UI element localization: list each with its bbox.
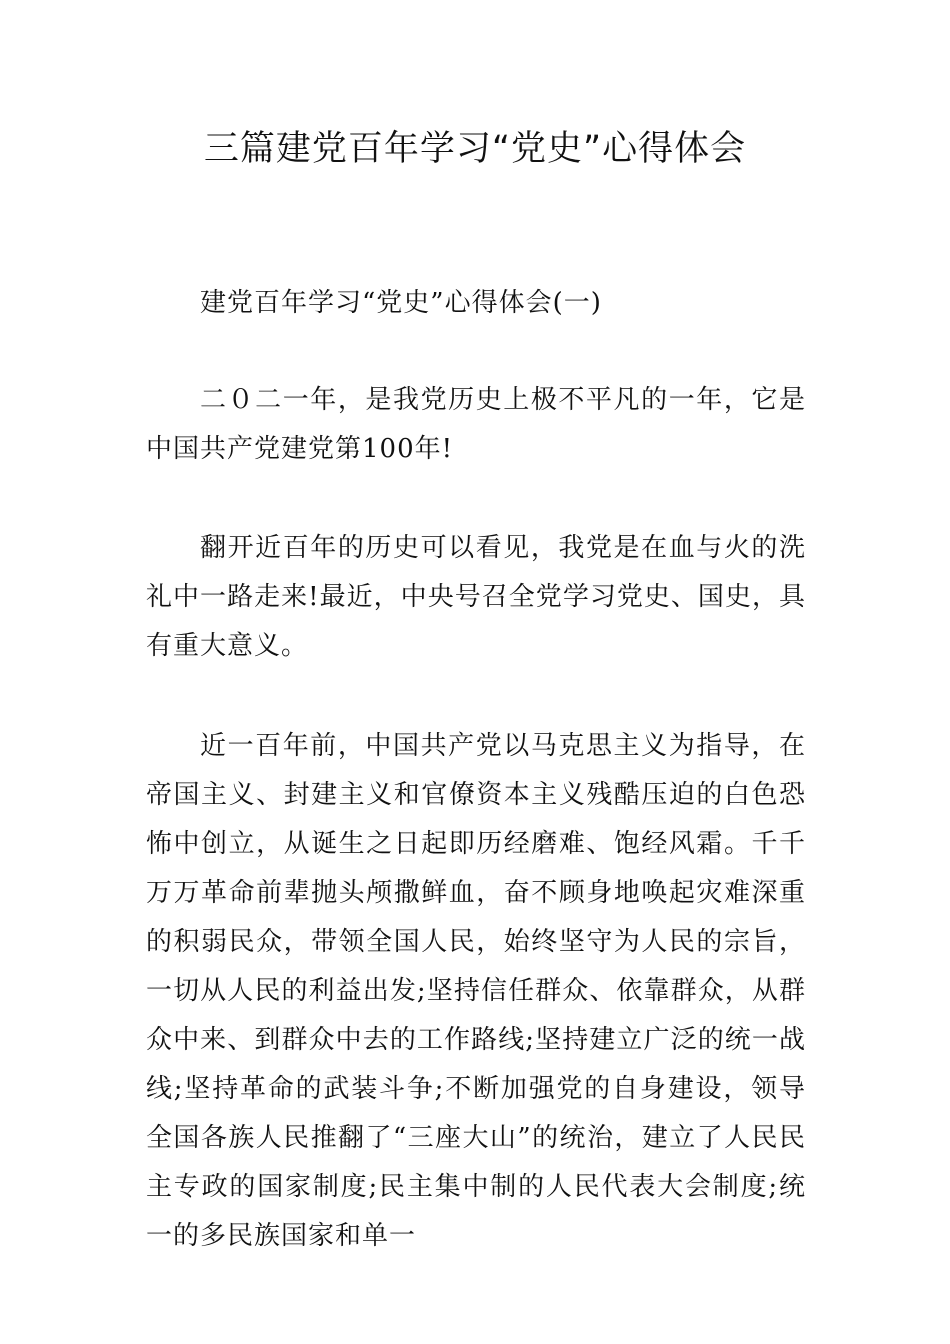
paragraph-2: 翻开近百年的历史可以看见，我党是在血与火的洗礼中一路走来!最近，中央号召全党学习党史、国史，具有重大意义。 [146,533,806,661]
section-heading: 建党百年学习“党史”心得体会(一) [200,288,602,318]
document-title: 三篇建党百年学习“党史”心得体会 [203,129,747,169]
paragraph-3: 近一百年前，中国共产党以马克思主义为指导，在帝国主义、封建主义和官僚资本主义残酷压迫的白色恐怖中创立，从诞生之日起即历经磨难、饱经风霜。千千万万革命前辈抛头颅撒鲜血，奋不顾身地唤起灾难深重的积弱民众，带领全国人民，始终坚守为人民的宗旨，一切从人民的利益出发;坚持信任群众、依靠群众，从群众中来、到群众中去的工作路线;坚持建立广泛的统一战线;坚持革命的武装斗争;不断加强党的自身建设，领导全国各族人民推翻了“三座大山”的统治，建立了人民民主专政的国家制度;民主集中制的人民代表大会制度;统一的多民族国家和单一 [146,731,806,1251]
paragraph-1: 二０二一年，是我党历史上极不平凡的一年，它是中国共产党建党第100年! [146,385,806,464]
